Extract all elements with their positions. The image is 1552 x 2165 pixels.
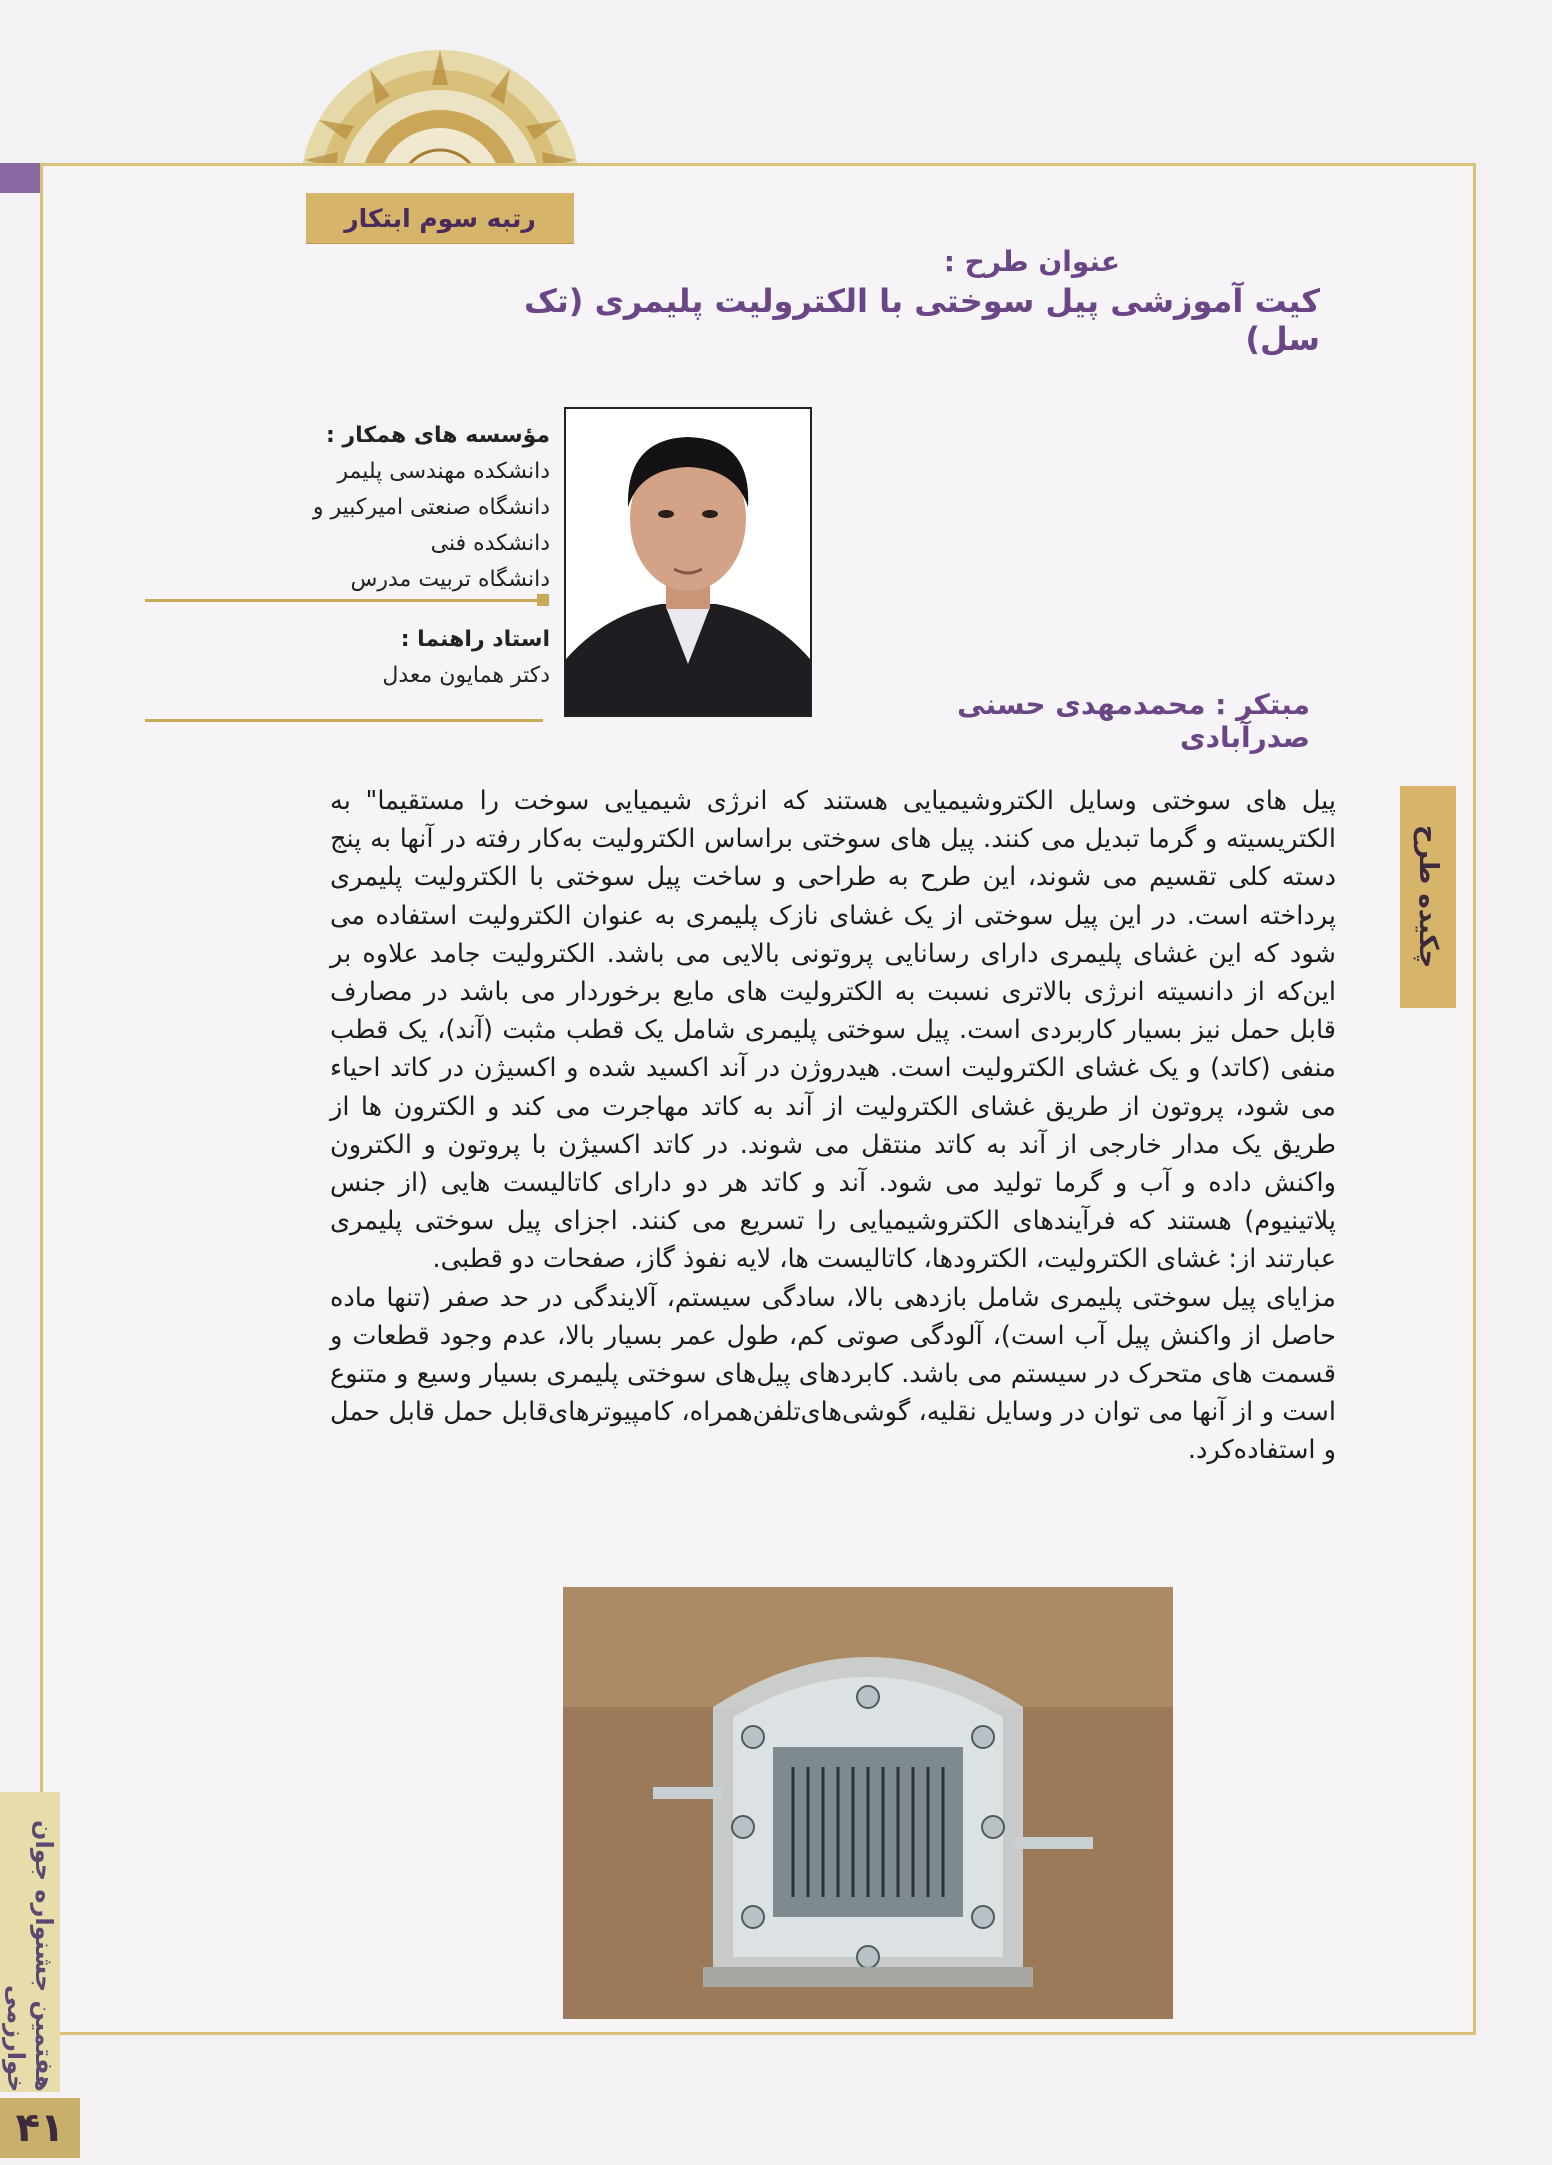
abstract-text	[330, 782, 1336, 1470]
fuel-cell-photo	[563, 1587, 1173, 2019]
divider-marker	[537, 594, 549, 606]
divider	[145, 599, 543, 602]
rank-label: رتبه سوم ابتکار	[344, 203, 536, 233]
collaborator-line: دانشگاه تربیت مدرس	[350, 567, 550, 592]
festival-label: هفتمین جشنواره جوان خوارزمی	[2, 1820, 58, 2092]
collaborator-line: دانشگاه صنعتی امیرکبیر و دانشکده فنی	[312, 495, 550, 556]
side-label-tab	[0, 1792, 60, 2092]
advisor-name: دکتر همایون معدل	[382, 663, 550, 688]
divider	[145, 719, 543, 722]
rank-tab	[306, 193, 574, 243]
abstract-paragraph: مزایای پیل سوختی پلیمری شامل بازدهی بالا، سادگی سیستم، آلایندگی در حد صفر (تنها ماده حاصل از واکنش پیل آب است)، آلودگی صوتی کم، طول عمر بسیار بالا، عدم وجود قطعات و قسمت های متحرک در سیستم می باشد. کابردهای پیل‌های سوختی پلیمری بسیار وسیع و متنوع است و از آنها می توان در وسایل نقلیه، گوشی‌های‌تلفن‌همراه، کامپیوترهای‌قابل حمل قابل حمل و استفاده‌کرد.	[330, 1282, 1336, 1466]
advisor-label: استاد راهنما :	[400, 627, 550, 652]
inventor-name: مبتکر : محمدمهدی حسنی صدرآبادی	[957, 688, 1310, 754]
page-number: ۴۱	[0, 2098, 80, 2158]
abstract-tab-label: چکیده طرح	[1413, 825, 1443, 969]
project-title: کیت آموزشی پیل سوختی با الکترولیت پلیمری (تک سل)	[524, 282, 1320, 358]
collaborator-line: دانشکده مهندسی پلیمر	[337, 459, 550, 484]
abstract-paragraph: پیل های سوختی وسایل الکتروشیمیایی هستند که انرژی شیمیایی سوخت را مستقیما" به الکتریسیته و گرما تبدیل می کنند. پیل های سوختی براساس الکترولیت به‌کار رفته در آنها به پنج دسته کلی تقسیم می شوند، این طرح به طراحی و ساخت پیل سوختی با الکترولیت پلیمری پرداخته است. در این پیل سوختی از یک غشای نازک پلیمری به عنوان الکترولیت استفاده می شود که این غشای پلیمری دارای رسانایی پروتونی بالایی می باشد. الکترولیت جامد علاوه بر این‌که از دانسیته انرژی بالاتری نسبت به الکترولیت های مایع برخوردار می باشد در مصارف قابل حمل نیز بسیار کاربردی است. پیل سوختی پلیمری شامل یک قطب مثبت (آند)، یک قطب منفی (کاتد) و یک غشای الکترولیت است. هیدروژن در آند اکسید شده و اکسیژن در کاتد احیاء می شود، پروتون از طریق غشای الکترولیت از آند به کاتد مهاجرت می کند و الکترون ها از طریق یک مدار خارجی از آند به کاتد منتقل می شوند. در کاتد اکسیژن با پروتون و الکترون واکنش داده و آب و گرما تولید می شود. آند و کاتد هر دو دارای کاتالیست هایی (از جنس پلاتینیوم) هستند که فرآیندهای الکتروشیمیایی را تسریع می کنند. اجزای پیل سوختی پلیمری عبارتند از: غشای الکترولیت، الکترودها، کاتالیست ها، لایه نفوذ گاز، صفحات دو قطبی.	[330, 786, 1336, 1275]
title-label: عنوان طرح :	[943, 245, 1120, 278]
collaborators-label: مؤسسه های همکار :	[326, 423, 550, 448]
abstract-tab	[1400, 786, 1456, 1008]
collaborators-block	[290, 418, 550, 598]
advisor-block	[290, 622, 550, 694]
inventor-photo	[564, 407, 812, 717]
